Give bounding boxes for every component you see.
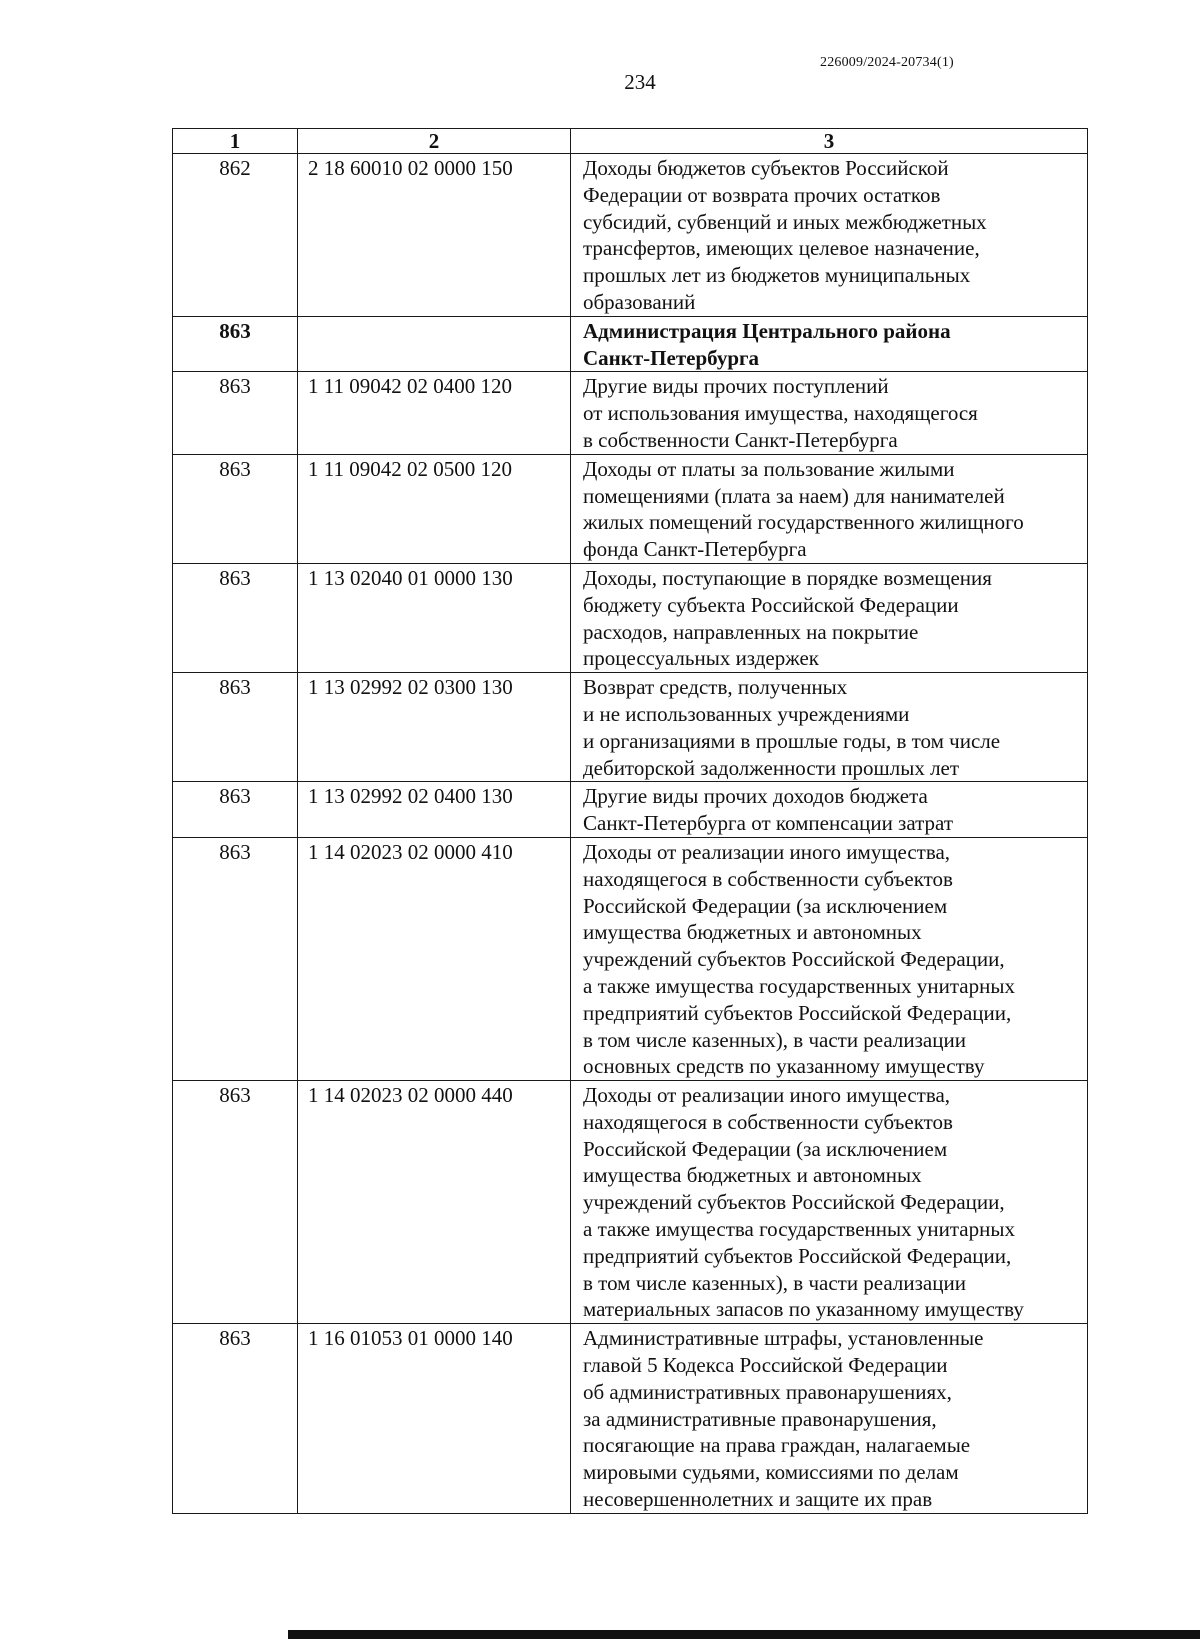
revenue-name-line: главой 5 Кодекса Российской Федерации xyxy=(583,1353,948,1378)
revenue-name-cell xyxy=(571,454,1088,563)
revenue-name-cell xyxy=(571,837,1088,1080)
revenue-codes-table xyxy=(172,128,1088,1514)
table-row xyxy=(173,454,1088,563)
revenue-name-line: несовершеннолетних и защите их прав xyxy=(583,1487,933,1512)
revenue-name-line: об административных правонарушениях, xyxy=(583,1379,952,1404)
revenue-name-cell xyxy=(571,1324,1088,1514)
revenue-name-line: материальных запасов по указанному имуществу xyxy=(583,1297,1024,1322)
table-row xyxy=(173,154,1088,317)
table-row xyxy=(173,1081,1088,1324)
revenue-name-line: находящегося в собственности субъектов xyxy=(583,1109,953,1134)
revenue-name-line: учреждений субъектов Российской Федерации, xyxy=(583,1190,1005,1215)
revenue-name-line: в собственности Санкт-Петербурга xyxy=(583,427,898,452)
revenue-name-line: Доходы от реализации иного имущества, xyxy=(583,1083,951,1108)
document-id: 226009/2024-20734(1) xyxy=(820,55,954,70)
revenue-name-cell xyxy=(571,1081,1088,1324)
revenue-name-line: Доходы от платы за пользование жилыми xyxy=(583,456,955,481)
page-number: 234 xyxy=(624,70,656,94)
table-body xyxy=(173,154,1088,1514)
table-row xyxy=(173,1324,1088,1514)
revenue-name-line: за административные правонарушения, xyxy=(583,1406,937,1431)
revenue-name-line: в том числе казенных), в части реализации xyxy=(583,1270,966,1295)
revenue-code-cell: 1 14 02023 02 0000 410 xyxy=(298,837,571,1080)
revenue-name-line: бюджету субъекта Российской Федерации xyxy=(583,592,959,617)
revenue-name-line: имущества бюджетных и автономных xyxy=(583,1163,922,1188)
column-header-1: 1 xyxy=(173,129,298,154)
table-row xyxy=(173,782,1088,838)
revenue-name-line: учреждений субъектов Российской Федерации, xyxy=(583,947,1005,972)
revenue-code-cell: 1 16 01053 01 0000 140 xyxy=(298,1324,571,1514)
table-header-row xyxy=(173,129,1088,154)
revenue-name-line: Санкт-Петербурга xyxy=(583,345,760,370)
admin-code-cell: 863 xyxy=(173,1324,298,1514)
revenue-name-line: и не использованных учреждениями xyxy=(583,701,910,726)
revenue-name-line: Администрация Центрального района xyxy=(583,318,951,343)
revenue-name-line: в том числе казенных), в части реализации xyxy=(583,1027,966,1052)
revenue-name-line: жилых помещений государственного жилищного xyxy=(583,510,1024,535)
revenue-name-line: образований xyxy=(583,289,696,314)
revenue-name-line: расходов, направленных на покрытие xyxy=(583,619,919,644)
revenue-name-cell xyxy=(571,372,1088,454)
revenue-name-line: Другие виды прочих поступлений xyxy=(583,374,889,399)
revenue-name-line: Федерации от возврата прочих остатков xyxy=(583,182,941,207)
table-row xyxy=(173,673,1088,782)
revenue-name-line: предприятий субъектов Российской Федерации, xyxy=(583,1000,1012,1025)
revenue-name-line: дебиторской задолженности прошлых лет xyxy=(583,755,960,780)
table-row xyxy=(173,837,1088,1080)
revenue-name-line: а также имущества государственных унитарных xyxy=(583,973,1015,998)
column-header-3: 3 xyxy=(571,129,1088,154)
revenue-code-cell: 2 18 60010 02 0000 150 xyxy=(298,154,571,317)
revenue-name-line: субсидий, субвенций и иных межбюджетных xyxy=(583,209,987,234)
revenue-name-line: и организациями в прошлые годы, в том числе xyxy=(583,728,1001,753)
revenue-name-line: процессуальных издержек xyxy=(583,646,819,671)
revenue-code-cell: 1 13 02040 01 0000 130 xyxy=(298,563,571,672)
revenue-name-line: имущества бюджетных и автономных xyxy=(583,920,922,945)
revenue-name-line: фонда Санкт-Петербурга xyxy=(583,537,807,562)
revenue-name-line: Российской Федерации (за исключением xyxy=(583,1136,948,1161)
revenue-code-cell: 1 13 02992 02 0300 130 xyxy=(298,673,571,782)
admin-code-cell: 863 xyxy=(173,673,298,782)
revenue-name-line: Доходы, поступающие в порядке возмещения xyxy=(583,565,992,590)
revenue-name-line: Административные штрафы, установленные xyxy=(583,1326,984,1351)
revenue-name-line: прошлых лет из бюджетов муниципальных xyxy=(583,263,971,288)
admin-code-cell: 863 xyxy=(173,454,298,563)
table-row xyxy=(173,316,1088,372)
revenue-name-cell xyxy=(571,782,1088,838)
admin-code-cell: 863 xyxy=(173,372,298,454)
admin-code-cell: 863 xyxy=(173,837,298,1080)
revenue-name-line: Санкт-Петербурга от компенсации затрат xyxy=(583,811,954,836)
revenue-name-line: мировыми судьями, комиссиями по делам xyxy=(583,1460,959,1485)
revenue-name-line: Доходы от реализации иного имущества, xyxy=(583,839,951,864)
admin-code-cell: 863 xyxy=(173,316,298,372)
admin-code-cell: 863 xyxy=(173,563,298,672)
revenue-name-line: Российской Федерации (за исключением xyxy=(583,893,948,918)
revenue-code-cell xyxy=(298,316,571,372)
revenue-code-cell: 1 11 09042 02 0500 120 xyxy=(298,454,571,563)
revenue-name-cell xyxy=(571,316,1088,372)
revenue-name-line: от использования имущества, находящегося xyxy=(583,401,978,426)
revenue-name-cell xyxy=(571,673,1088,782)
admin-code-cell: 862 xyxy=(173,154,298,317)
revenue-name-line: Доходы бюджетов субъектов Российской xyxy=(583,156,949,180)
revenue-name-line: предприятий субъектов Российской Федерации, xyxy=(583,1243,1012,1268)
revenue-name-line: а также имущества государственных унитарных xyxy=(583,1217,1015,1242)
admin-code-cell: 863 xyxy=(173,782,298,838)
revenue-name-cell xyxy=(571,563,1088,672)
revenue-name-line: трансфертов, имеющих целевое назначение, xyxy=(583,236,980,261)
table-row xyxy=(173,563,1088,672)
revenue-name-line: посягающие на права граждан, налагаемые xyxy=(583,1433,971,1458)
scan-bottom-edge xyxy=(288,1630,1200,1639)
revenue-code-cell: 1 14 02023 02 0000 440 xyxy=(298,1081,571,1324)
revenue-name-line: Возврат средств, полученных xyxy=(583,675,848,700)
revenue-name-line: Другие виды прочих доходов бюджета xyxy=(583,784,928,809)
column-header-2: 2 xyxy=(298,129,571,154)
table-row xyxy=(173,372,1088,454)
admin-code-cell: 863 xyxy=(173,1081,298,1324)
revenue-code-cell: 1 11 09042 02 0400 120 xyxy=(298,372,571,454)
revenue-name-cell xyxy=(571,154,1088,317)
revenue-name-line: находящегося в собственности субъектов xyxy=(583,866,953,891)
revenue-name-line: основных средств по указанному имуществу xyxy=(583,1054,985,1079)
revenue-name-line: помещениями (плата за наем) для нанимателей xyxy=(583,483,1005,508)
revenue-code-cell: 1 13 02992 02 0400 130 xyxy=(298,782,571,838)
